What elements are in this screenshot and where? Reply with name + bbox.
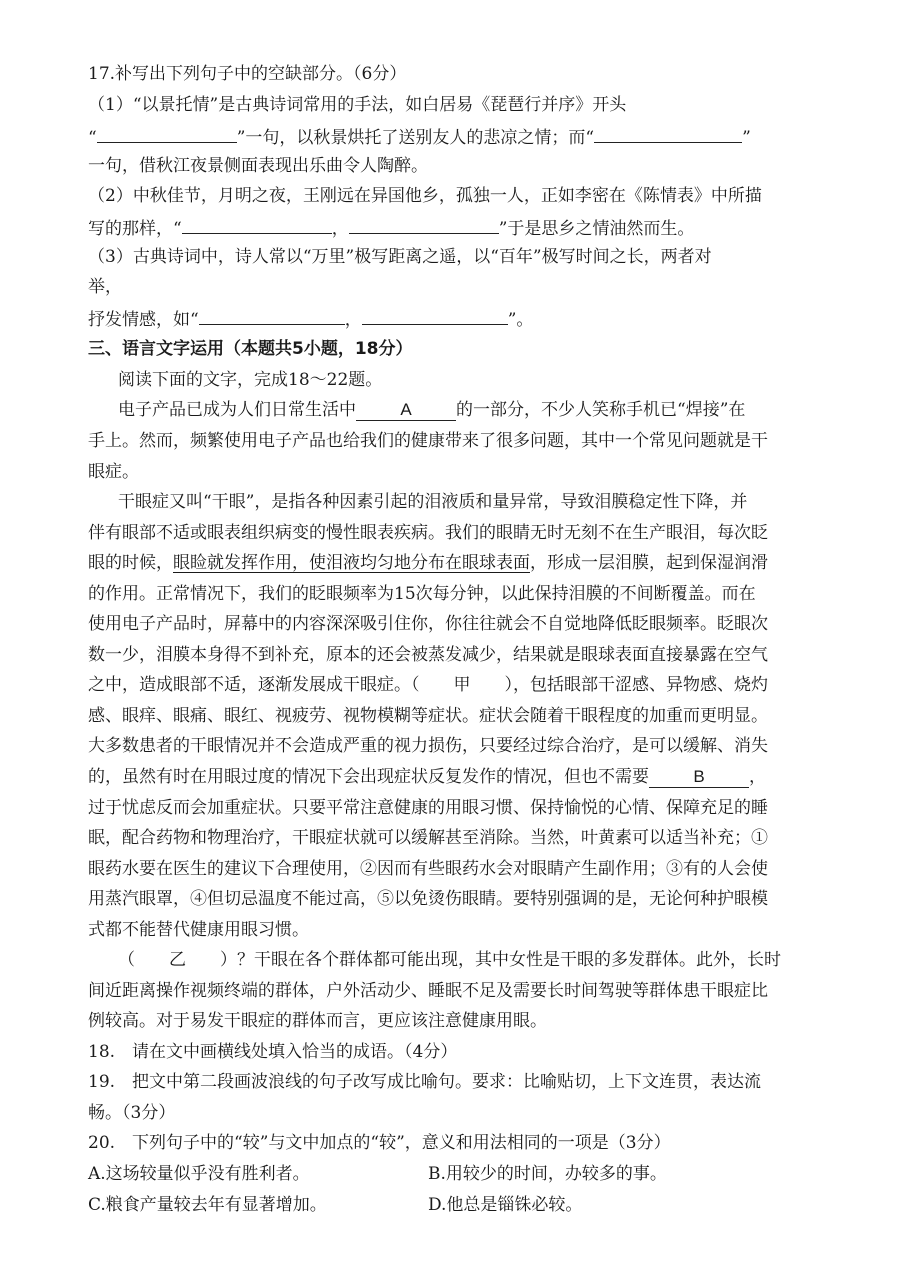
comma: ， [344,310,362,330]
q17-part3-line2: 举， [88,277,122,297]
answer-blank-2[interactable] [594,124,742,143]
para2-line10 [88,765,766,789]
q18: 18. 请在文中画横线处填入恰当的成语。（4分） [88,1042,458,1062]
para1-line3: 眼症。 [88,462,139,482]
answer-blank-6[interactable] [362,306,508,325]
q17-title: 17.补写出下列句子中的空缺部分。（6分） [88,64,407,84]
quote-open: “ [88,128,97,148]
q17-part1-line1: （1）“以景托情”是古典诗词常用的手法，如白居易《琵琶行并序》开头 [88,95,627,115]
q20-option-a: A.这场较量似乎没有胜利者。 [88,1164,310,1184]
q20-option-b: B.用较少的时间，办较多的事。 [428,1164,667,1184]
q20-stem: 20. 下列句子中的“较”与文中加点的“较”，意义和用法相同的一项是（3分） [88,1133,671,1153]
para2-text-b: ，形成一层泪膜，起到保湿润滑 [530,553,768,573]
para2-line12: 眠，配合药物和物理治疗，干眼症状就可以缓解甚至消除。当然，叶黄素可以适当补充；① [88,828,768,848]
q17-part1-line2 [88,124,751,150]
q17-part2-line2 [88,215,694,241]
para2-line4: 的作用。正常情况下，我们的眨眼频率为15次每分钟，以此保持泪膜的不间断覆盖。而在 [88,584,756,604]
para1-line1 [118,398,745,422]
q17-part3-line1: （3）古典诗词中，诗人常以“万里”极写距离之遥，以“百年”极写时间之长，两者对 [88,247,712,267]
q17-part2-lead: 写的那样，“ [88,219,182,239]
answer-blank-5[interactable] [199,306,345,325]
para2-line5: 使用电子产品时，屏幕中的内容深深吸引住你，你往往就会不自觉地降低眨眼频率。眨眼次 [88,614,768,634]
quote-close: ” [742,128,751,148]
para3-line2: 间近距离操作视频终端的群体，户外活动少、睡眠不足及需要长时间驾驶等群体患干眼症比 [88,981,768,1001]
answer-blank-4[interactable] [349,215,499,234]
para2-text-a: 眼的时候， [88,553,173,573]
answer-blank-1[interactable] [97,124,237,143]
q17-part2-tail: ”于是思乡之情油然而生。 [498,219,695,239]
q17-part3-lead: 抒发情感，如“ [88,310,199,330]
para2-line7: 之中，造成眼部不适，逐渐发展成干眼症。（ 甲 ），包括眼部干涩感、异物感、烧灼 [88,675,768,695]
para2-line6: 数一少，泪膜本身得不到补充，原本的还会被蒸发减少，结果就是眼球表面直接暴露在空气 [88,645,768,665]
para3-line3: 例较高。对于易发干眼症的群体而言，更应该注意健康用眼。 [88,1011,547,1031]
q20-option-d: D.他总是锱铢必较。 [428,1195,583,1215]
q20-option-c: C.粮食产量较去年有显著增加。 [88,1195,327,1215]
para2-line3 [88,551,768,575]
para2-line8: 感、眼痒、眼痛、眼红、视疲劳、视物模糊等症状。症状会随着干眼程度的加重而更明显。 [88,706,768,726]
wavy-underlined-sentence: 眼睑就发挥作用，使泪液均匀地分布在眼球表面 [173,553,530,573]
q17-part3-line3 [88,306,533,332]
comma: ， [331,219,349,239]
comma: ， [749,767,766,787]
q17-part1-mid: ”一句，以秋景烘托了送别友人的悲凉之情；而“ [236,128,595,148]
para2-line13: 眼药水要在医生的建议下合理使用，②因而有些眼药水会对眼睛产生副作用；③有的人会使 [88,859,768,879]
para2-line14: 用蒸汽眼罩，④但切忌温度不能过高，⑤以免烫伤眼睛。要特别强调的是，无论何种护眼模 [88,889,768,909]
para2-line11: 过于忧虑反而会加重症状。只要平常注意健康的用眼习惯、保持愉悦的心情、保障充足的睡 [88,798,768,818]
para2-line1: 干眼症又叫“干眼”，是指各种因素引起的泪液质和量异常，导致泪膜稳定性下降，并 [118,492,748,512]
blank-b[interactable]: B [649,765,749,788]
para1-text-b: 的一部分，不少人笑称手机已“焊接”在 [456,400,746,420]
para1-text-a: 电子产品已成为人们日常生活中 [118,400,356,420]
para2-line9: 大多数患者的干眼情况并不会造成严重的视力损伤，只要经过综合治疗，是可以缓解、消失 [88,736,768,756]
q19-line1: 19. 把文中第二段画波浪线的句子改写成比喻句。要求：比喻贴切，上下文连贯，表达流 [88,1072,762,1092]
para2-text-c: 的，虽然有时在用眼过度的情况下会出现症状反复发作的情况，但也不需要 [88,767,649,787]
para3-line1: （ 乙 ）？干眼在各个群体都可能出现，其中女性是干眼的多发群体。此外，长时 [118,950,781,970]
q17-part2-line1: （2）中秋佳节，月明之夜，王刚远在异国他乡，孤独一人，正如李密在《陈情表》中所描 [88,186,762,206]
q17-part3-tail: ”。 [507,310,534,330]
q19-line2: 畅。（3分） [88,1103,176,1123]
section3-intro: 阅读下面的文字，完成18～22题。 [118,370,383,390]
q17-part1-line3: 一句，借秋江夜景侧面表现出乐曲令人陶醉。 [88,156,428,176]
para2-line2: 伴有眼部不适或眼表组织病变的慢性眼表疾病。我们的眼睛无时无刻不在生产眼泪，每次眨 [88,523,768,543]
para1-line2: 手上。然而，频繁使用电子产品也给我们的健康带来了很多问题，其中一个常见问题就是干 [88,431,768,451]
section3-heading: 三、语言文字运用（本题共5小题，18分） [88,339,413,359]
answer-blank-3[interactable] [182,215,332,234]
blank-a[interactable]: A [356,398,456,421]
para2-line15: 式都不能替代健康用眼习惯。 [88,920,309,940]
